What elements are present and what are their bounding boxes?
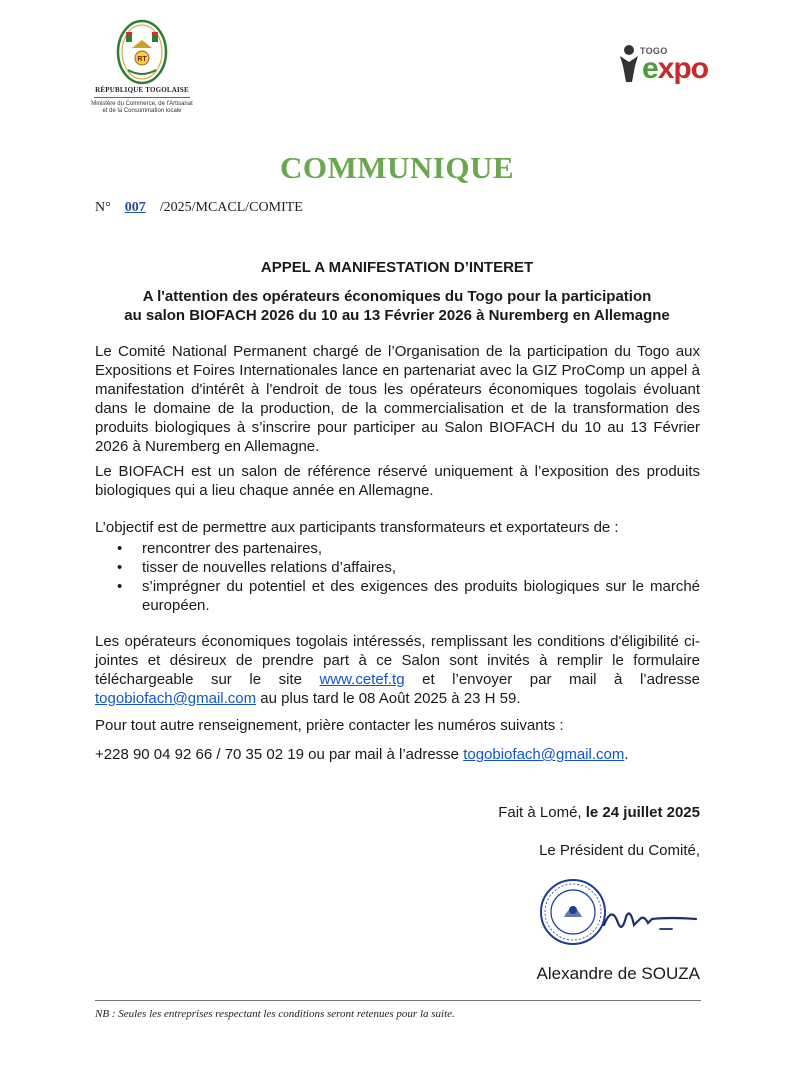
footer-note: NB : Seules les entreprises respectant les conditions seront retenues pour la suite. — [95, 1008, 455, 1020]
bullet-icon: • — [117, 578, 123, 595]
expo-figure-icon — [618, 44, 640, 84]
togo-expo-logo — [618, 34, 728, 94]
signatory-name: Alexandre de SOUZA — [536, 964, 700, 983]
registration-text-2: et l’envoyer par mail à l’adresse — [404, 671, 700, 688]
list-item — [95, 558, 700, 577]
email-link[interactable]: togobiofach@gmail.com — [95, 690, 257, 707]
place: Fait à Lomé, — [498, 804, 586, 821]
coat-of-arms-icon — [112, 18, 172, 86]
paragraph-introduction: Le Comité National Permanent chargé de l’Organisation de la participation du Togo aux Expositions et Foires Internationales lance en partenariat avec la GIZ ProComp un appel à manifestation d'intérêt à l'endroit de tous les opérateurs économiques togolais évoluant dans le domaine de la production, de la commercialisation et de la transformation des produits biologiques à s’inscrire pour participer au Salon BIOFACH du 10 au 13 Février 2026 à Nuremberg en Allemagne. — [95, 343, 700, 455]
paragraph-biofach-description: Le BIOFACH est un salon de référence réservé uniquement à l’exposition des produits biologiques qui a lieu chaque année en Allemagne. — [95, 463, 700, 499]
paragraph-objective: L’objectif est de permettre aux participants transformateurs et exportateurs de : — [95, 519, 619, 536]
official-stamp-icon — [538, 877, 608, 947]
list-item — [95, 577, 700, 615]
ministry-line-1: Ministère du Commerce, de l'Artisanat — [91, 101, 193, 107]
objective-text: tisser de nouvelles relations d’affaires, — [142, 559, 397, 576]
reference-suffix: /2025/MCACL/COMITE — [156, 200, 303, 215]
registration-text-1: Les opérateurs économiques togolais intéressés, remplissant les conditions d'éligibilité ci-jointes et désireux de prendre part à ce Salon sont invités à remplir le formulaire téléchargeable sur le site — [95, 633, 700, 688]
website-link[interactable]: www.cetef.tg — [319, 671, 405, 688]
footer-divider — [95, 1000, 701, 1001]
phone-numbers: +228 90 04 92 66 / 70 35 02 19 ou par mail à l’adresse — [95, 746, 464, 763]
document-subject: APPEL A MANIFESTATION D’INTERET — [260, 259, 534, 276]
expo-letters-rest: xpo — [657, 52, 709, 85]
contact-email-link[interactable]: togobiofach@gmail.com — [463, 746, 625, 763]
objective-text: s’imprégner du potentiel et des exigences des produits biologiques sur le marché européen. — [142, 578, 700, 614]
expo-letter-e: e — [642, 52, 658, 85]
objectives-list — [95, 539, 700, 615]
paragraph-contact-intro: Pour tout autre renseignement, prière contacter les numéros suivants : — [95, 717, 564, 734]
page-title: COMMUNIQUE — [279, 150, 515, 185]
list-item — [95, 539, 700, 558]
divider — [94, 97, 190, 98]
paragraph-contact-details — [95, 745, 700, 764]
expo-wordmark — [642, 52, 708, 86]
place-and-date — [400, 804, 700, 821]
government-name: RÉPUBLIQUE TOGOLAISE — [95, 86, 189, 94]
signatory-role: Le Président du Comité, — [539, 842, 700, 859]
attention-block — [97, 287, 697, 325]
date: le 24 juillet 2025 — [585, 804, 700, 821]
contact-end: . — [624, 746, 629, 763]
bullet-icon: • — [117, 559, 123, 576]
expo-small-text: TOGO — [640, 46, 668, 56]
reference-prefix: N° — [95, 200, 115, 215]
reference-number — [95, 200, 303, 216]
paragraph-registration — [95, 632, 700, 708]
handwritten-signature-icon — [600, 895, 700, 940]
emblem-initials: RT — [137, 56, 147, 63]
attention-line-1: A l'attention des opérateurs économiques du Togo pour la participation — [142, 288, 652, 305]
attention-line-2: au salon BIOFACH 2026 du 10 au 13 Février 2026 à Nuremberg en Allemagne — [124, 307, 670, 324]
objective-text: rencontrer des partenaires, — [142, 540, 323, 557]
government-logo — [72, 18, 212, 148]
registration-text-3: au plus tard le 08 Août 2025 à 23 H 59. — [256, 690, 521, 707]
bullet-icon: • — [117, 540, 123, 557]
reference-value: 007 — [124, 200, 146, 215]
ministry-line-2: et de la Consommation locale — [102, 108, 182, 114]
